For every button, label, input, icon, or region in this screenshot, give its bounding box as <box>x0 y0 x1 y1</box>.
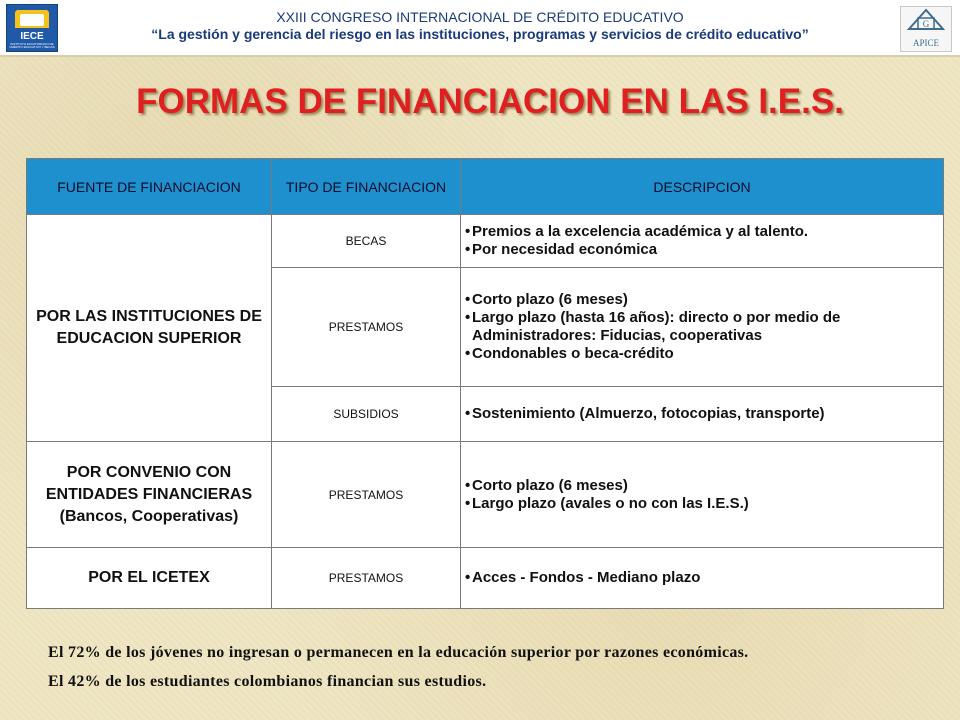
description-cell <box>461 387 944 442</box>
header-banner <box>0 0 960 57</box>
table-row <box>27 442 944 548</box>
footer-note-1: El 72% de los jóvenes no ingresan o permanecen en la educación superior por razones económicas. <box>48 644 749 661</box>
source-cell: POR CONVENIO CON ENTIDADES FINANCIERAS (Bancos, Cooperativas) <box>27 442 272 548</box>
description-item: • Acces - Fondos - Mediano plazo <box>465 569 939 587</box>
financing-table <box>26 158 944 609</box>
page-title: FORMAS DE FINANCIACION EN LAS I.E.S. <box>136 82 844 121</box>
iece-logo <box>6 4 58 52</box>
congress-subtitle: “La gestión y gerencia del riesgo en las instituciones, programas y servicios de crédito educativo” <box>151 26 809 42</box>
source-cell: POR EL ICETEX <box>27 548 272 609</box>
svg-text:G: G <box>922 19 930 29</box>
col-header-source: FUENTE DE FINANCIACION <box>27 159 272 215</box>
col-header-type: TIPO DE FINANCIACION <box>272 159 461 215</box>
description-item: • Largo plazo (avales o no con las I.E.S.) <box>465 495 939 513</box>
col-header-description: DESCRIPCION <box>461 159 944 215</box>
description-item: • Corto plazo (6 meses) <box>465 291 939 309</box>
apice-logo <box>900 6 952 52</box>
description-cell <box>461 548 944 609</box>
footer-note-2: El 42% de los estudiantes colombianos financian sus estudios. <box>48 673 487 690</box>
description-cell <box>461 215 944 268</box>
description-item: • Sostenimiento (Almuerzo, fotocopias, transporte) <box>465 405 939 423</box>
type-cell: SUBSIDIOS <box>272 387 461 442</box>
description-cell <box>461 442 944 548</box>
iece-logo-text: IECE <box>20 31 44 42</box>
table-row <box>27 548 944 609</box>
apice-emblem-icon <box>901 7 951 39</box>
description-item: • Corto plazo (6 meses) <box>465 477 939 495</box>
source-cell: POR LAS INSTITUCIONES DE EDUCACION SUPERIOR <box>27 215 272 442</box>
description-item: • Premios a la excelencia académica y al talento. <box>465 223 939 241</box>
table-row <box>27 215 944 268</box>
footer-notes <box>48 638 948 696</box>
type-cell: PRESTAMOS <box>272 548 461 609</box>
type-cell: BECAS <box>272 215 461 268</box>
book-page-icon <box>20 14 44 26</box>
type-cell: PRESTAMOS <box>272 268 461 387</box>
apice-logo-text: APICE <box>912 38 939 48</box>
table-header-row <box>27 159 944 215</box>
description-cell <box>461 268 944 387</box>
type-cell: PRESTAMOS <box>272 442 461 548</box>
congress-title: XXIII CONGRESO INTERNACIONAL DE CRÉDITO EDUCATIVO <box>276 9 684 25</box>
description-item: • Largo plazo (hasta 16 años): directo o por medio de Administradores: Fiducias, cooperativas <box>465 309 939 345</box>
iece-logo-subtext: INSTITUTO ECUATORIANO DE CRÉDITO EDUCATIVO Y BECAS <box>9 42 55 49</box>
description-item: • Condonables o beca-crédito <box>465 345 939 363</box>
description-item: • Por necesidad económica <box>465 241 939 259</box>
